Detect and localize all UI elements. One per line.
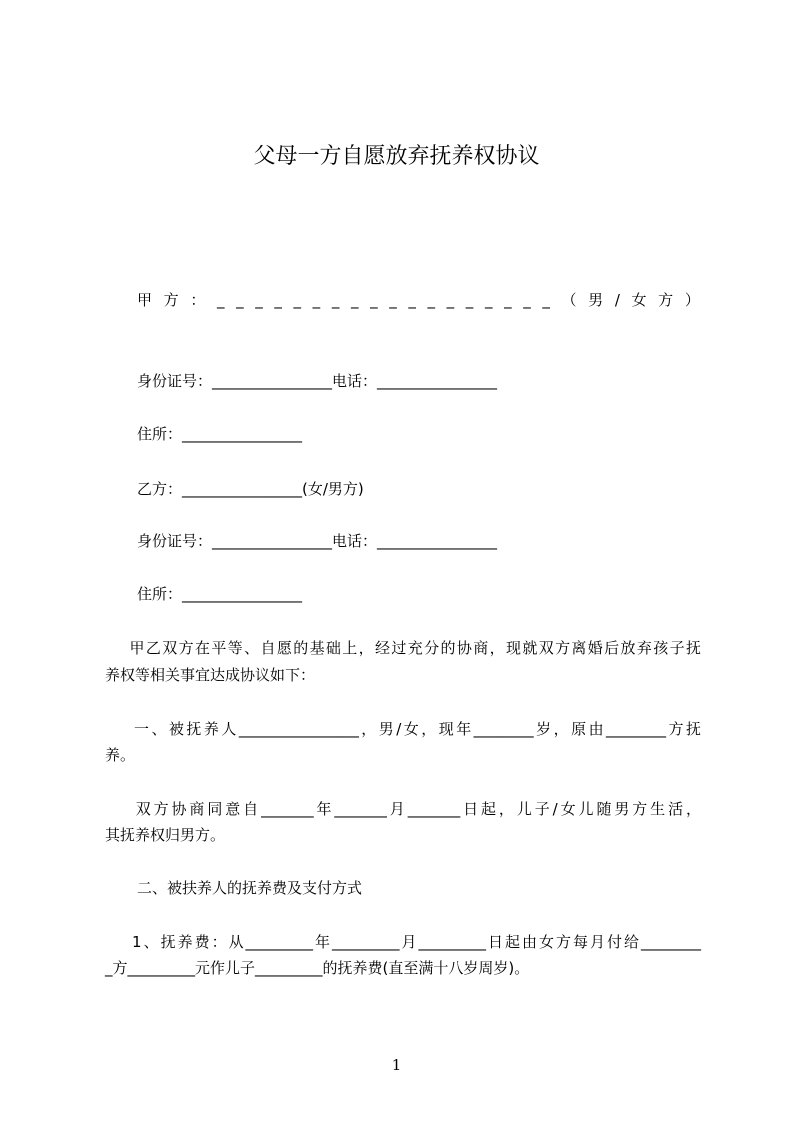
party-a-char: _ bbox=[465, 291, 474, 309]
party-a-char: 方 bbox=[658, 291, 674, 309]
party-a-char: _ bbox=[389, 291, 397, 309]
intro-paragraph-line: 甲乙双方在平等、自愿的基础上，经过充分的协商，现就双方离婚后放弃孩子抚 bbox=[105, 639, 701, 657]
party-b-line: 乙方：________________(女/男方) bbox=[137, 480, 364, 498]
fee-line: _方_________元作儿子_________的抚养费(直至满十八岁周岁)。 bbox=[105, 959, 530, 977]
party-a-char: 女 bbox=[631, 291, 647, 309]
party-a-line bbox=[137, 290, 700, 310]
party-a-char: _ bbox=[523, 291, 531, 309]
agreement-line: 双方协商同意自_______年_______月_______日起，儿子/女儿随男方生活， bbox=[105, 800, 701, 818]
party-a-char: _ bbox=[331, 291, 340, 309]
party-a-char: / bbox=[614, 291, 620, 309]
party-a-char: _ bbox=[504, 291, 512, 309]
party-a-char: _ bbox=[350, 291, 359, 309]
party-a-char: _ bbox=[484, 291, 493, 309]
party-a-address: 住所：________________ bbox=[137, 425, 303, 443]
party-a-char: _ bbox=[274, 291, 282, 309]
party-a-char: _ bbox=[542, 291, 550, 309]
fee-line: 1、抚养费：从_________年_________月_________日起由女方每月付给________ bbox=[105, 933, 701, 951]
party-a-char: （ bbox=[561, 291, 577, 309]
party-b-address: 住所：________________ bbox=[137, 585, 303, 603]
clause-2-heading: 二、被扶养人的抚养费及支付方式 bbox=[137, 879, 363, 897]
party-a-char: _ bbox=[446, 291, 455, 309]
party-a-id-phone: 身份证号：________________电话：________________ bbox=[137, 372, 498, 390]
party-a-char: _ bbox=[236, 291, 244, 309]
party-a-char: _ bbox=[408, 291, 416, 309]
page-number: 1 bbox=[391, 1056, 402, 1074]
clause-1-line: 养。 bbox=[105, 746, 136, 764]
party-b-id-phone: 身份证号：________________电话：________________ bbox=[137, 532, 498, 550]
party-a-char: ） bbox=[684, 291, 700, 309]
party-a-char: _ bbox=[370, 291, 378, 309]
intro-paragraph-line: 养权等相关事宜达成协议如下： bbox=[105, 666, 316, 684]
party-a-char: 甲 bbox=[137, 291, 153, 309]
party-a-char: _ bbox=[293, 291, 302, 309]
party-a-char: 男 bbox=[588, 291, 604, 309]
party-a-char: _ bbox=[427, 291, 436, 309]
agreement-line: 其抚养权归男方。 bbox=[105, 826, 226, 844]
party-a-char: ： bbox=[190, 291, 206, 309]
party-a-char: _ bbox=[216, 291, 225, 309]
document-title: 父母一方自愿放弃抚养权协议 bbox=[253, 144, 540, 169]
party-a-char: _ bbox=[255, 291, 263, 309]
party-a-char: 方 bbox=[163, 291, 179, 309]
clause-1-line: 一、被抚养人________________，男/女，现年________岁，原由________方抚 bbox=[105, 720, 701, 738]
party-a-char: _ bbox=[312, 291, 321, 309]
